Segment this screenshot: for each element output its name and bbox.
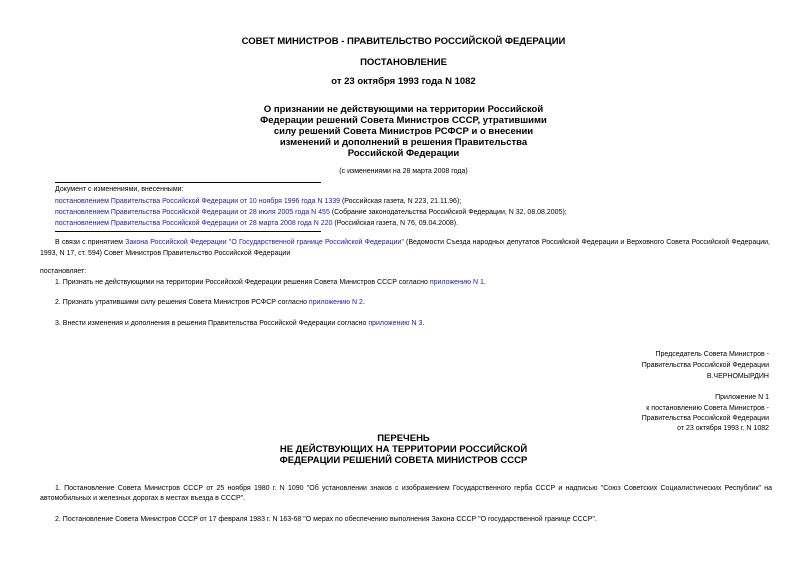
preamble-prefix: В связи с принятием: [55, 239, 126, 246]
point-end: .: [422, 320, 425, 327]
list-title-line: ПЕРЕЧЕНЬ: [377, 433, 430, 444]
amendment-item: [55, 220, 458, 227]
signature-line: Председатель Совета Министров -: [655, 351, 769, 358]
decree-point: [55, 299, 365, 306]
appendix-ref-line: Правительства Российской Федерации: [641, 415, 769, 422]
list-title-line: ФЕДЕРАЦИИ РЕШЕНИЙ СОВЕТА МИНИСТРОВ СССР: [279, 455, 528, 466]
document-type: ПОСТАНОВЛЕНИЕ: [360, 57, 447, 68]
preamble-suffix: (Ведомости Съезда народных депутатов Российской Федерации и Верховного Совета Российской Федерации, 1993, N 17, ст. 594) Совет Министров Правительство Российской Федерации: [40, 239, 770, 257]
title-line: силу решений Совета Министров РСФСР и о внесении: [273, 126, 534, 137]
appendix-link[interactable]: приложению N 3: [368, 320, 423, 327]
title-line: О признании не действующими на территории Российской: [263, 104, 544, 115]
amendment-source: (Собрание законодательства Российской Федерации, N 32, 08.08.2005);: [329, 209, 567, 216]
point-end: .: [483, 279, 486, 286]
title-line: Российской Федерации: [347, 148, 460, 159]
title-line: Федерации решений Совета Министров СССР, утратившими: [260, 115, 547, 126]
appendix-link[interactable]: приложению N 1: [429, 279, 484, 286]
amendments-intro: Документ с изменениями, внесенными:: [55, 186, 184, 193]
amendment-link[interactable]: постановлением Правительства Российской Федерации от 10 ноября 1996 года N 1339: [55, 198, 341, 205]
title-line: изменений и дополнений в решения Правительства: [279, 137, 528, 148]
point-end: .: [362, 299, 365, 306]
revision-note: (с изменениями на 28 марта 2008 года): [339, 168, 468, 175]
point-text: 1. Признать не действующими на территории Российской Федерации решения Совета Министров СССР согласно: [55, 279, 430, 286]
divider-top: [55, 182, 321, 183]
amendment-source: (Российская газета, N 223, 21.11.96);: [340, 198, 462, 205]
appendix-ref-line: к постановлению Совета Министров -: [646, 405, 769, 412]
decree-point: [55, 320, 424, 327]
appendix-ref-line: от 23 октября 1993 г. N 1082: [677, 425, 769, 432]
decree-point: [55, 279, 486, 286]
point-text: 3. Внести изменения и дополнения в решения Правительства Российской Федерации согласно: [55, 320, 369, 327]
list-item: 1. Постановление Совета Министров СССР от 25 ноября 1980 г. N 1090 "Об установлении знаков с изображением Государственного герба СССР и надписью "Союз Советских Социалистических Республик" на автомобильных и железных дорогах в местах въезда в СССР".: [40, 485, 772, 502]
signature-line: Правительства Российской Федерации: [641, 362, 769, 369]
list-item: 2. Постановление Совета Министров СССР от 17 февраля 1983 г. N 163-68 "О мерах по обеспечению выполнения Закона СССР "О государственной границе СССР".: [55, 516, 597, 523]
point-text: 2. Признать утратившими силу решения Совета Министров РСФСР согласно: [55, 299, 309, 306]
decrees-word: постановляет:: [40, 268, 87, 275]
signatory-name: В.ЧЕРНОМЫРДИН: [706, 373, 769, 380]
amendment-item: [55, 209, 567, 216]
list-title-line: НЕ ДЕЙСТВУЮЩИХ НА ТЕРРИТОРИИ РОССИЙСКОЙ: [279, 444, 528, 455]
document-date-number: от 23 октября 1993 года N 1082: [331, 76, 476, 87]
preamble-paragraph: [40, 237, 770, 259]
issuing-authority: СОВЕТ МИНИСТРОВ - ПРАВИТЕЛЬСТВО РОССИЙСКОЙ ФЕДЕРАЦИИ: [241, 36, 566, 47]
amendment-link[interactable]: постановлением Правительства Российской Федерации от 28 июля 2005 года N 455: [55, 209, 330, 216]
divider-bottom: [55, 231, 321, 232]
amendment-link[interactable]: постановлением Правительства Российской Федерации от 28 марта 2008 года N 220: [55, 220, 333, 227]
amendment-item: [55, 198, 461, 205]
appendix-ref-line: Приложение N 1: [715, 394, 769, 401]
law-link[interactable]: Закона Российской Федерации "О Государственной границе Российской Федерации": [125, 239, 404, 246]
appendix-link[interactable]: приложению N 2: [308, 299, 363, 306]
amendment-source: (Российская газета, N 76, 09.04.2008).: [332, 220, 459, 227]
